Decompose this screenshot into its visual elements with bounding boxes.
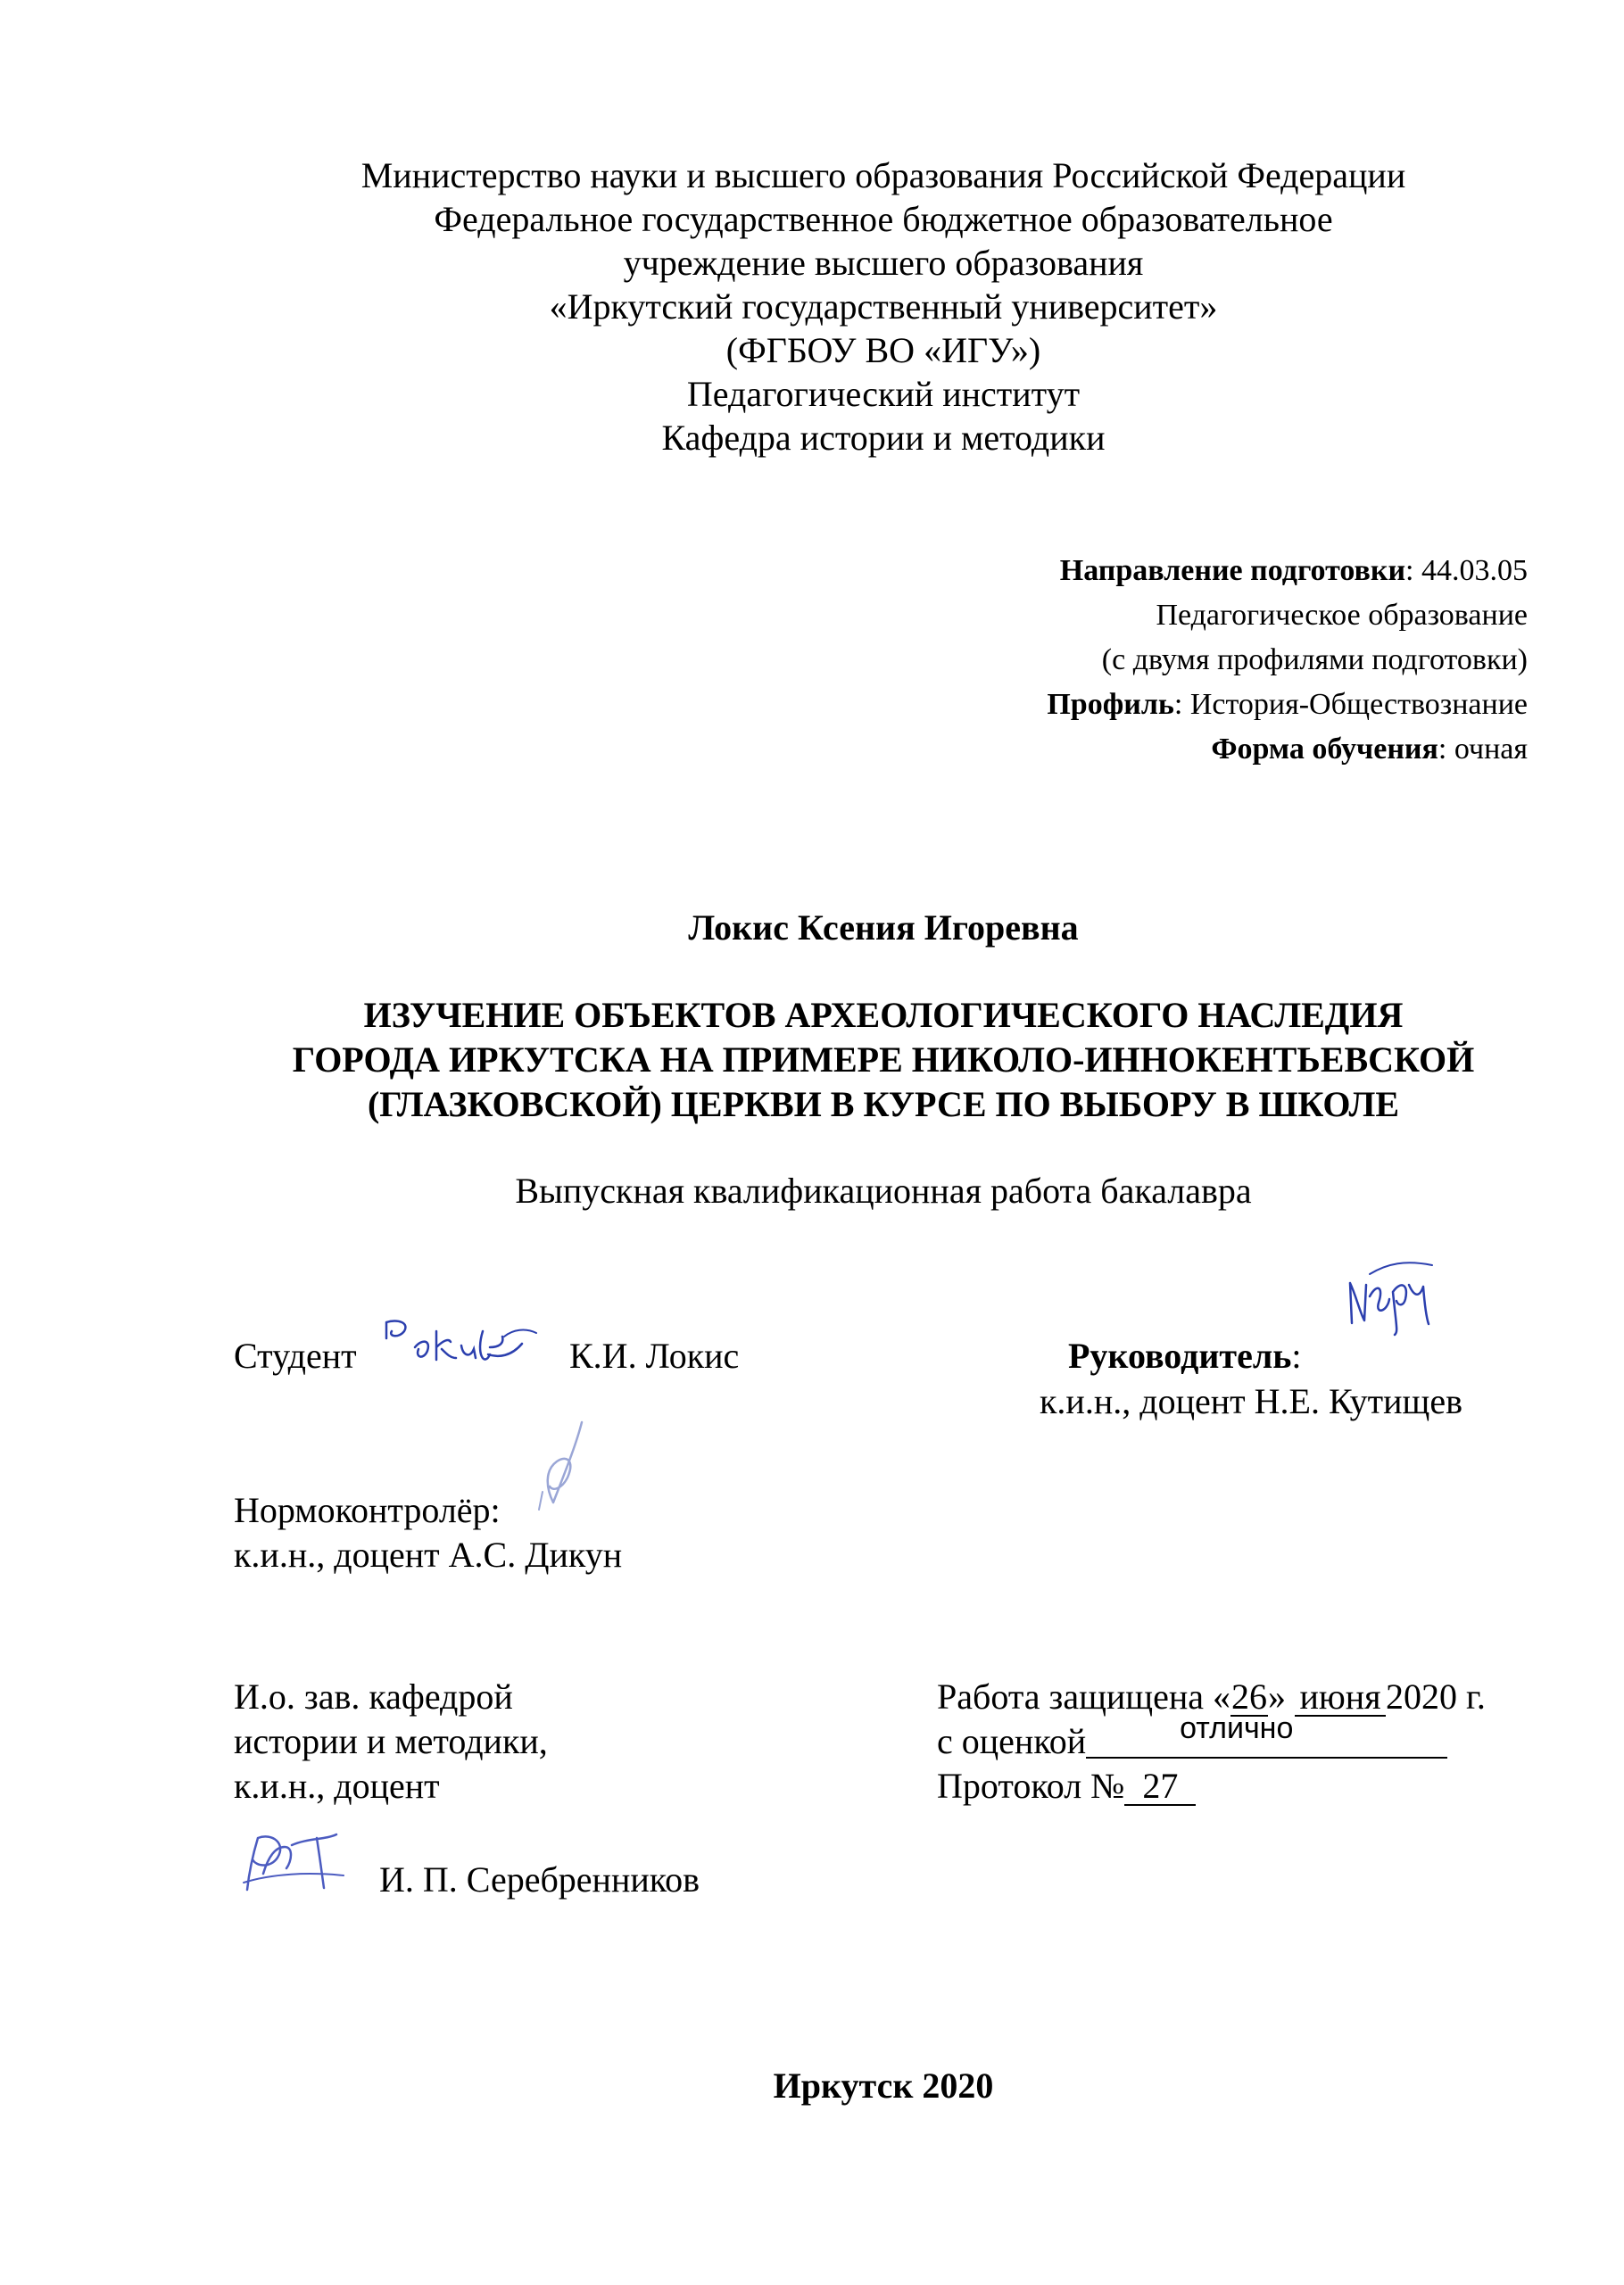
protocol-number: 27 <box>1124 1768 1196 1806</box>
direction-value: : 44.03.05 <box>1405 554 1528 587</box>
profile-value: : История-Обществознание <box>1173 688 1528 721</box>
direction-label: Направление подготовки <box>1059 554 1406 587</box>
defense-year: 2020 г. <box>1386 1676 1486 1717</box>
defense-month: июня <box>1295 1679 1386 1717</box>
direction-line <box>803 549 1528 593</box>
norm-controller-signature <box>526 1417 598 1515</box>
study-form-line <box>803 727 1528 772</box>
student-name: К.И. Локис <box>569 1336 740 1376</box>
direction-line-2: Педагогическое образование <box>1156 599 1528 632</box>
institution-type-line-2: учреждение высшего образования <box>623 243 1144 283</box>
program-info <box>803 549 1528 772</box>
university-name: «Иркутский государственный университет» <box>549 286 1218 327</box>
thesis-title-line-1: ИЗУЧЕНИЕ ОБЪЕКТОВ АРХЕОЛОГИЧЕСКОГО НАСЛЕДИЯ <box>363 995 1404 1035</box>
university-header <box>232 153 1535 459</box>
study-form-label: Форма обучения <box>1211 733 1438 766</box>
profile-line <box>803 683 1528 727</box>
city-year: Иркутск 2020 <box>773 2066 994 2106</box>
thesis-title-line-2: ГОРОДА ИРКУТСКА НА ПРИМЕРЕ НИКОЛО-ИННОКЕНТЬЕВСКОЙ <box>292 1039 1475 1080</box>
head-title-line-3: к.и.н., доцент <box>234 1766 440 1806</box>
thesis-title-line-3: (ГЛАЗКОВСКОЙ) ЦЕРКВИ В КУРСЕ ПО ВЫБОРУ В ШКОЛЕ <box>367 1084 1399 1124</box>
head-title-line-1: И.о. зав. кафедрой <box>234 1676 513 1717</box>
defense-prefix: Работа защищена « <box>937 1676 1231 1717</box>
study-form-value: : очная <box>1438 733 1528 766</box>
author-name: Локис Ксения Игоревна <box>688 907 1079 948</box>
department-name: Кафедра истории и методики <box>661 418 1106 458</box>
supervisor-colon: : <box>1291 1336 1302 1376</box>
grade-text: отлично <box>1180 1711 1294 1745</box>
profile-label: Профиль <box>1047 688 1174 721</box>
grade-prefix: с оценкой <box>937 1721 1087 1761</box>
head-signature <box>236 1820 379 1900</box>
ministry-line: Министерство науки и высшего образования Российской Федерации <box>360 155 1406 195</box>
supervisor-name: к.и.н., доцент Н.Е. Кутищев <box>1040 1381 1462 1421</box>
university-abbr: (ФГБОУ ВО «ИГУ») <box>725 330 1041 370</box>
head-name: И. П. Серебренников <box>379 1859 700 1900</box>
thesis-title <box>143 993 1624 1127</box>
protocol-line <box>937 1764 1196 1809</box>
norm-controller-name: к.и.н., доцент А.С. Дикун <box>234 1535 623 1575</box>
work-type: Выпускная квалификационная работа бакалавра <box>515 1171 1252 1211</box>
defense-quote-close: » <box>1268 1676 1296 1717</box>
institute-name: Педагогический институт <box>686 374 1081 414</box>
head-title-line-2: истории и методики, <box>234 1721 548 1761</box>
protocol-prefix: Протокол № <box>937 1766 1125 1806</box>
institution-type-line: Федеральное государственное бюджетное образовательное <box>434 199 1333 239</box>
supervisor-signature <box>1343 1247 1441 1337</box>
direction-line-3: (с двумя профилями подготовки) <box>1101 643 1528 676</box>
supervisor-label: Руководитель <box>1068 1336 1292 1376</box>
grade-value <box>1086 1711 1447 1759</box>
supervisor-label-line <box>1068 1334 1302 1378</box>
norm-controller-label: Нормоконтролёр: <box>234 1490 501 1530</box>
defense-day: 26 <box>1231 1676 1268 1717</box>
defense-grade-line <box>937 1711 1447 1764</box>
student-signature <box>379 1312 567 1374</box>
student-label: Студент <box>234 1336 357 1376</box>
